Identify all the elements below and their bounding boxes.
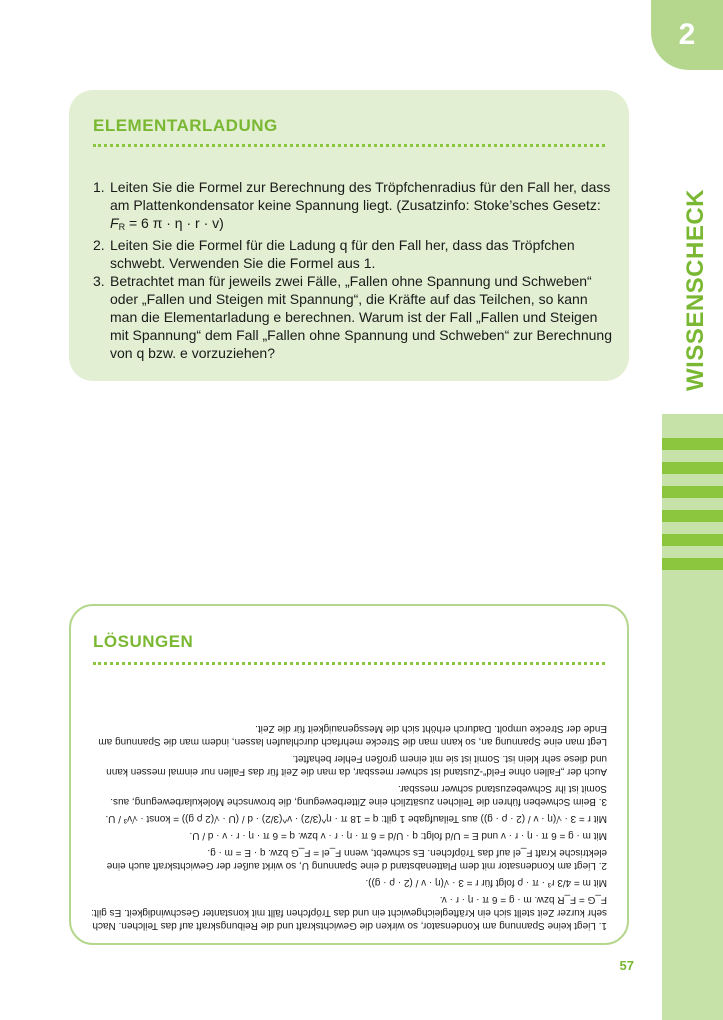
strip-bar bbox=[662, 486, 723, 498]
questions-list bbox=[93, 178, 613, 362]
question-number: 3. bbox=[93, 273, 105, 289]
question-item bbox=[93, 272, 613, 362]
formula-subscript: R bbox=[118, 222, 126, 232]
question-number: 2. bbox=[93, 237, 105, 253]
solution-paragraph: Mit m · g = 6 π · η · r · v und E = U/d folgt: q · U/d = 6 π · η · r · v bzw. q = 6 π · η · r · v · d / U. bbox=[189, 830, 607, 841]
solution-paragraph: 1. Liegt keine Spannung am Kondensator, so wirken die Gewichtskraft und die Reibungskraft auf das Teilchen. Nach sehr kurzer Zeit stellt sich ein Kräftegleichgewicht ein und das Tröpfchen fällt mit konstanter Geschwindigkeit. Es gilt: F_G = F_R bzw. m · g = 6 π · η · r · v. bbox=[91, 894, 607, 931]
question-number: 1. bbox=[93, 179, 105, 195]
dotted-divider bbox=[93, 144, 605, 147]
solutions-box bbox=[69, 604, 629, 945]
chapter-tab bbox=[651, 0, 723, 70]
solution-paragraph: Legt man eine Spannung an, so kann man die Strecke mehrfach durchlaufen lassen, indem man die Spannung am Ende der Strecke umpolt. Dadurch erhöht sich die Messgenauigkeit für die Zeit. bbox=[98, 723, 607, 747]
solutions-heading: LÖSUNGEN bbox=[93, 632, 194, 651]
page-number: 57 bbox=[619, 958, 634, 973]
question-item bbox=[93, 236, 613, 272]
question-text: Leiten Sie die Formel für die Ladung q für den Fall her, dass das Tröpfchen schwebt. Verwenden Sie die Formel aus 1. bbox=[110, 237, 575, 271]
side-strip bbox=[662, 414, 723, 1020]
questions-box bbox=[69, 90, 629, 381]
solutions-text-upside-down bbox=[91, 678, 607, 932]
side-title: WISSENSCHECK bbox=[682, 188, 709, 392]
strip-bar bbox=[662, 534, 723, 546]
dotted-divider bbox=[93, 662, 605, 665]
strip-bar bbox=[662, 462, 723, 474]
strip-bar bbox=[662, 558, 723, 570]
solution-paragraph: 2. Liegt am Kondensator mit dem Plattenabstand d eine Spannung U, so wirkt außer der Gewichtskraft auch eine elektrische Kraft F_el auf das Tröpfchen. Es schwebt, wenn F_el = F_G bzw. q · E = m · g. bbox=[106, 847, 607, 871]
solution-paragraph: 3. Beim Schweben führen die Teilchen zusätzlich eine Zitterbewegung, die brownsche Molekularbewegung, aus. Somit ist ihr Schwebezustand schwer messbar. bbox=[110, 783, 607, 807]
questions-heading: ELEMENTARLADUNG bbox=[93, 116, 278, 135]
strip-bar bbox=[662, 510, 723, 522]
solution-paragraph: Auch der „Fallen ohne Feld“-Zustand ist schwer messbar, da man die Zeit für das Fallen nur einmal messen kann und diese sehr klein ist. Somit ist sie mit einem großen Fehler behaftet. bbox=[106, 753, 607, 777]
formula-variable: F bbox=[110, 215, 119, 231]
solution-paragraph: Mit r = 3 · √(η · v / (2 · ρ · g)) aus Teilaufgabe 1 gilt: q = 18 π · η^(3/2) · v^(3/2) · d / (U · √(2 ρ g)) = konst · √v³ / U. bbox=[105, 813, 607, 824]
formula-rest: = 6 π · η · r · v) bbox=[125, 215, 224, 231]
question-text: Betrachtet man für jeweils zwei Fälle, „Fallen ohne Spannung und Schweben“ oder „Fallen und Steigen mit Spannung“, die Kräfte auf das Teilchen, so kann man die Elementarladung e berechnen. Warum ist der Fall „Fallen und Steigen mit Spannung“ dem Fall „Fallen ohne Spannung und Schweben“ zur Berechnung von q bzw. e vorzuziehen? bbox=[110, 273, 612, 361]
strip-bar bbox=[662, 438, 723, 450]
solution-paragraph: Mit m = 4/3 r³ · π · ρ folgt für r = 3 · √(η · v / (2 · ρ · g)). bbox=[365, 877, 607, 888]
question-item bbox=[93, 178, 613, 236]
chapter-number: 2 bbox=[678, 18, 696, 51]
side-title-container bbox=[676, 190, 716, 390]
question-text: Leiten Sie die Formel zur Berechnung des Tröpfchenradius für den Fall her, dass am Plattenkondensator keine Spannung liegt. (Zusatzinfo: Stoke’sches Gesetz: bbox=[110, 179, 611, 213]
